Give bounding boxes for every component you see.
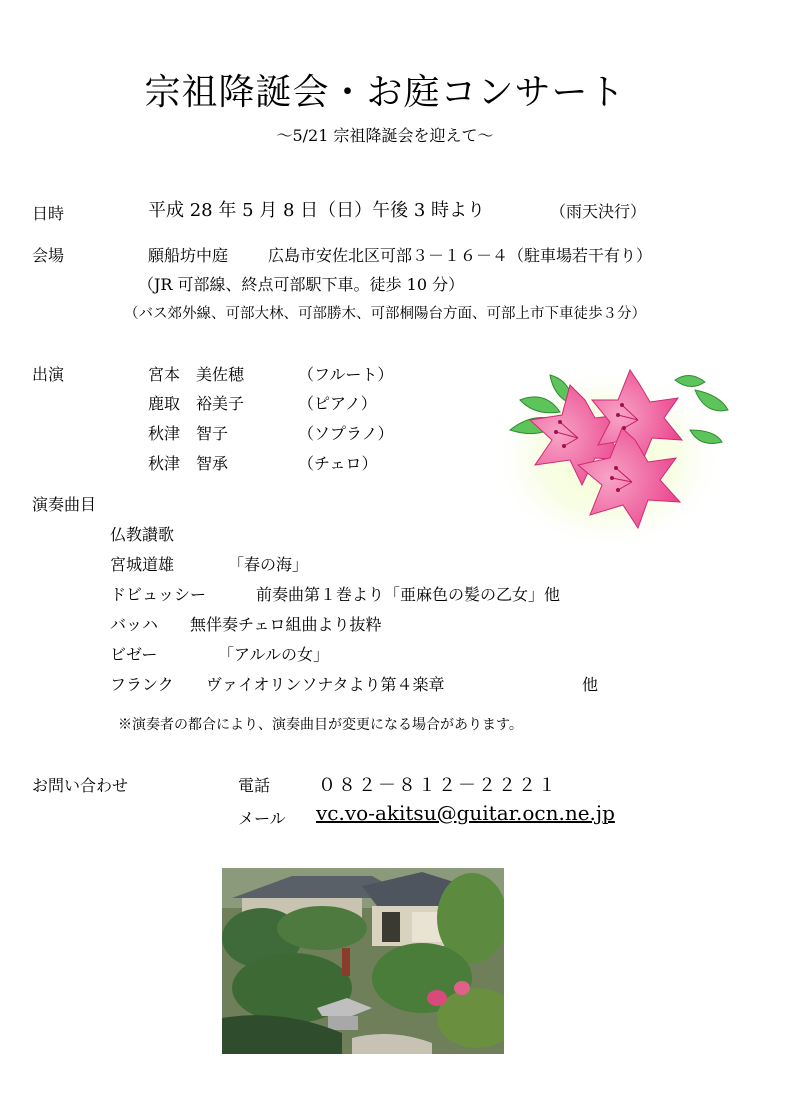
program-composer: フランク [110, 675, 174, 694]
program-composer: 仏教讃歌 [110, 525, 175, 544]
venue-access-bus: （バス郊外線、可部大林、可部勝木、可部桐陽台方面、可部上市下車徒歩３分） [124, 306, 646, 322]
program-piece: 前奏曲第１巻より「亜麻色の髪の乙女」他 [256, 585, 561, 604]
program-piece: 「アルルの女」 [218, 645, 329, 664]
program-piece: 無伴奏チェロ組曲より抜粋 [190, 615, 382, 634]
page-subtitle: ～5/21 宗祖降誕会を迎えて～ [276, 126, 494, 145]
program-etc: 他 [582, 675, 599, 694]
datetime-note: （雨天決行） [550, 202, 647, 221]
program-piece: ヴァイオリンソナタより第４楽章 [206, 675, 445, 694]
program-composer: 宮城道雄 [110, 555, 175, 574]
performer-name: 秋津 智子 [148, 424, 229, 443]
phone-label: 電話 [238, 776, 271, 795]
email-label: メール [238, 809, 286, 828]
venue-access-train: （JR 可部線、終点可部駅下車。徒歩 10 分） [138, 275, 465, 294]
page-title: 宗祖降誕会・お庭コンサート [144, 72, 626, 113]
email-link[interactable]: vc.vo-akitsu@guitar.ocn.ne.jp [316, 801, 615, 825]
performer-name: 鹿取 裕美子 [148, 394, 245, 413]
garden-photo [222, 868, 504, 1054]
datetime-value: 平成 28 年 5 月 8 日（日）午後 3 時より [148, 200, 486, 221]
program-note: ※演奏者の都合により、演奏曲目が変更になる場合があります。 [118, 717, 523, 733]
performer-instrument: （ソプラノ） [298, 424, 394, 443]
performer-instrument: （ピアノ） [298, 394, 377, 413]
program-composer: ドビュッシー [110, 585, 207, 604]
venue-name: 願船坊中庭 [148, 246, 229, 265]
program-composer: ビゼー [110, 645, 158, 664]
venue-label: 会場 [32, 246, 65, 265]
performer-name: 宮本 美佐穂 [148, 365, 245, 384]
program-label: 演奏曲目 [32, 495, 97, 514]
venue-address: 広島市安佐北区可部３－１６－４（駐車場若干有り） [268, 246, 653, 265]
program-piece: 「春の海」 [228, 555, 309, 574]
azalea-flower-icon [490, 360, 730, 550]
datetime-label: 日時 [32, 204, 65, 223]
performer-instrument: （チェロ） [298, 454, 378, 473]
phone-number: ０８２－８１２－２２２１ [318, 775, 558, 796]
performer-name: 秋津 智承 [148, 454, 229, 473]
contact-label: お問い合わせ [32, 776, 129, 795]
program-composer: バッハ [110, 615, 159, 634]
performer-instrument: （フルート） [298, 365, 394, 384]
performers-label: 出演 [32, 365, 65, 384]
